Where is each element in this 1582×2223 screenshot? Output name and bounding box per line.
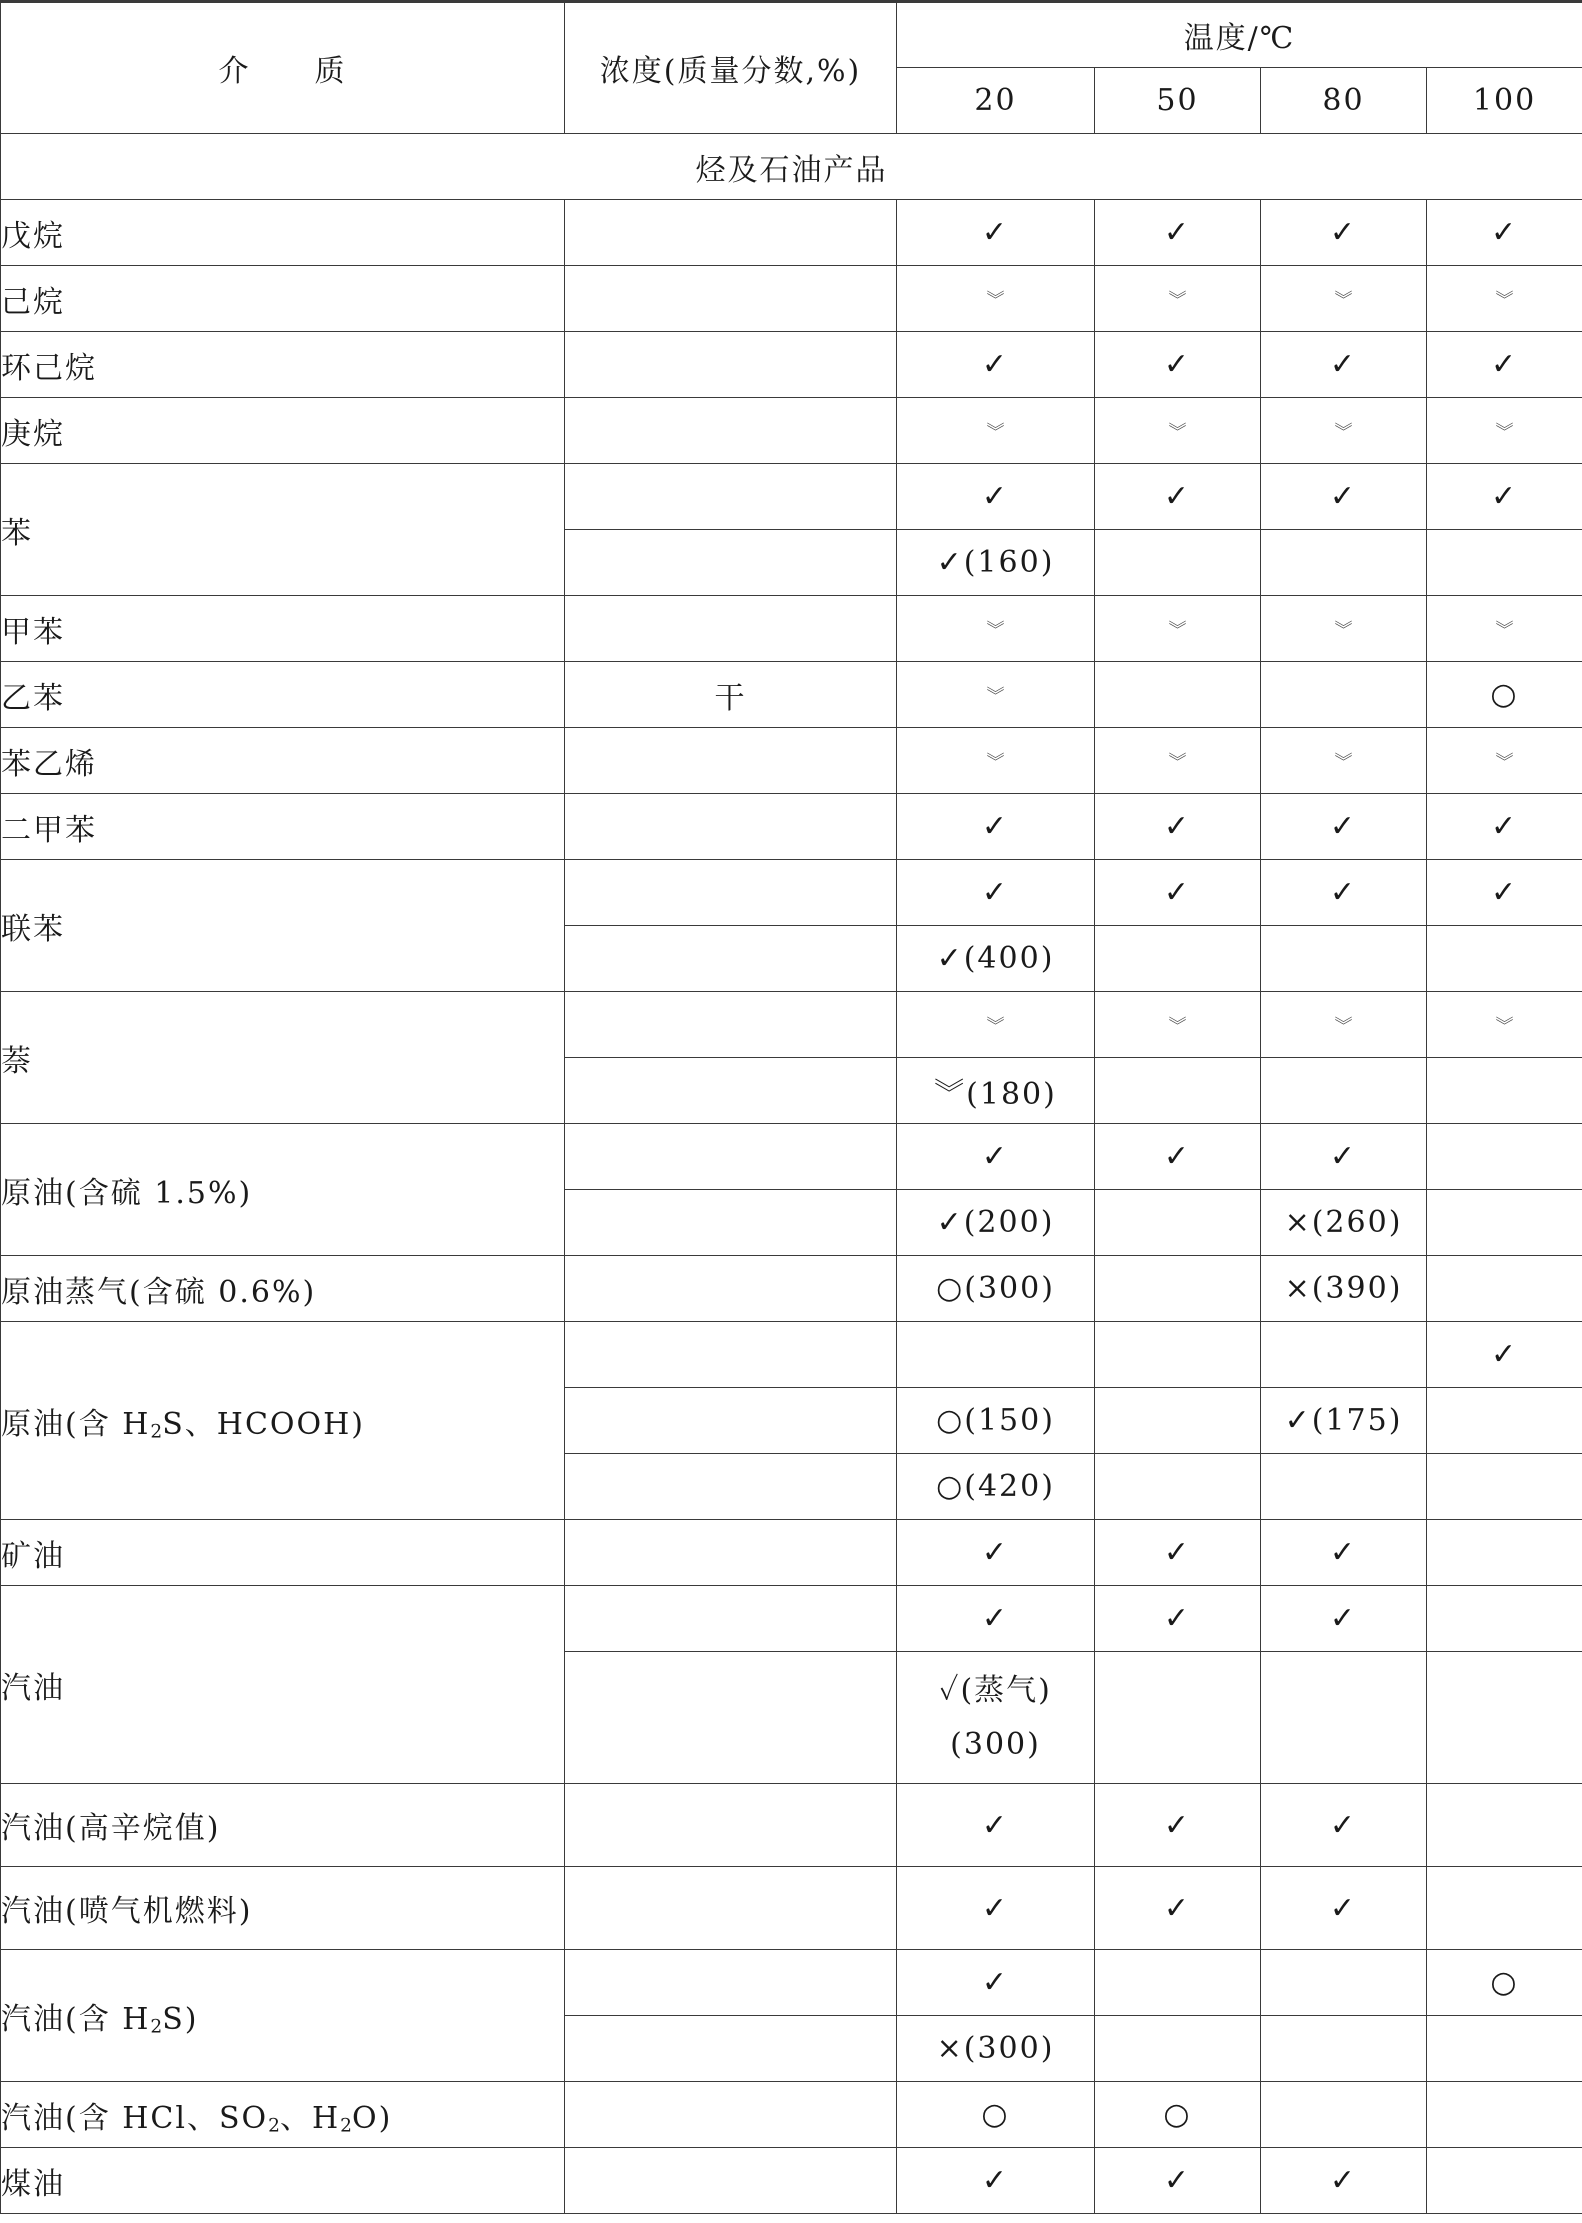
rating-cell: ︾ xyxy=(1261,728,1427,794)
medium-name: 原油(含硫 1.5%) xyxy=(1,1124,565,1256)
rating-cell: ✓ xyxy=(897,1784,1095,1867)
concentration-cell xyxy=(565,530,897,596)
medium-name-part: S、HCOOH) xyxy=(162,1406,365,1442)
medium-name: 煤油 xyxy=(1,2148,565,2214)
rating-cell: ︾ xyxy=(1095,398,1261,464)
table-row xyxy=(1,794,1582,860)
concentration-cell xyxy=(565,2082,897,2148)
rating-cell: ×(300) xyxy=(897,2016,1095,2082)
rating-cell: ✓ xyxy=(897,1586,1095,1652)
rating-cell: ○(420) xyxy=(897,1454,1095,1520)
rating-cell xyxy=(1427,1058,1582,1124)
header-medium: 介 质 xyxy=(1,2,565,134)
rating-cell xyxy=(1427,1454,1582,1520)
rating-cell: ✓ xyxy=(1261,1124,1427,1190)
rating-cell xyxy=(897,1652,1095,1784)
rating-cell: ✓ xyxy=(1095,332,1261,398)
rating-cell: ︾(180) xyxy=(897,1058,1095,1124)
table-row xyxy=(1,266,1582,332)
rating-cell: ✓ xyxy=(897,1124,1095,1190)
rating-cell xyxy=(1427,1190,1582,1256)
rating-line: ✓(蒸气) xyxy=(939,1672,1052,1708)
table-row xyxy=(1,2082,1582,2148)
medium-name xyxy=(1,1322,565,1520)
rating-cell xyxy=(1261,2082,1427,2148)
rating-cell: ○(300) xyxy=(897,1256,1095,1322)
rating-cell xyxy=(1427,926,1582,992)
rating-cell xyxy=(1261,662,1427,728)
rating-cell: ✓ xyxy=(1427,1322,1582,1388)
rating-cell xyxy=(1261,1652,1427,1784)
rating-cell xyxy=(1427,1520,1582,1586)
rating-cell: ✓ xyxy=(897,1950,1095,2016)
concentration-cell xyxy=(565,860,897,926)
table-row xyxy=(1,1124,1582,1190)
rating-cell: ○ xyxy=(1095,2082,1261,2148)
rating-cell: ︾ xyxy=(897,596,1095,662)
rating-cell: ︾ xyxy=(1095,728,1261,794)
rating-cell: ︾ xyxy=(897,728,1095,794)
header-temp-100: 100 xyxy=(1427,68,1582,134)
medium-name: 原油蒸气(含硫 0.6%) xyxy=(1,1256,565,1322)
table-row xyxy=(1,728,1582,794)
medium-name: 苯 xyxy=(1,464,565,596)
rating-cell: ✓ xyxy=(897,1520,1095,1586)
medium-name-part: 汽油(含 HCl、SO xyxy=(1,2100,269,2136)
rating-cell xyxy=(1095,1322,1261,1388)
rating-cell: ✓ xyxy=(1261,1784,1427,1867)
rating-cell xyxy=(1427,1784,1582,1867)
concentration-cell xyxy=(565,1784,897,1867)
rating-cell xyxy=(1427,1388,1582,1454)
rating-cell: ︾ xyxy=(1427,398,1582,464)
medium-name: 萘 xyxy=(1,992,565,1124)
rating-cell xyxy=(1261,1950,1427,2016)
subscript: 2 xyxy=(150,2015,163,2037)
rating-cell: ✓ xyxy=(1261,794,1427,860)
medium-name xyxy=(1,1950,565,2082)
rating-cell xyxy=(1261,530,1427,596)
rating-cell: ✓ xyxy=(1095,1586,1261,1652)
rating-cell: ︾ xyxy=(1427,992,1582,1058)
rating-cell: ✓ xyxy=(1095,1867,1261,1950)
medium-name: 苯乙烯 xyxy=(1,728,565,794)
rating-cell: ︾ xyxy=(897,662,1095,728)
rating-cell: ✓ xyxy=(1095,2148,1261,2214)
rating-cell: ✓ xyxy=(1095,794,1261,860)
rating-cell xyxy=(1427,1256,1582,1322)
rating-cell: ✓ xyxy=(897,200,1095,266)
table-row xyxy=(1,398,1582,464)
rating-cell: ︾ xyxy=(1427,728,1582,794)
rating-cell: ✓ xyxy=(1261,1867,1427,1950)
medium-name-part: 汽油(含 H xyxy=(1,2001,151,2037)
table-row xyxy=(1,662,1582,728)
rating-cell: ✓ xyxy=(1261,860,1427,926)
header-temp-20: 20 xyxy=(897,68,1095,134)
rating-cell: ✓ xyxy=(1261,1520,1427,1586)
rating-cell xyxy=(1095,662,1261,728)
table-row xyxy=(1,464,1582,530)
medium-name: 乙苯 xyxy=(1,662,565,728)
rating-cell: ✓ xyxy=(1427,464,1582,530)
header-concentration: 浓度(质量分数,%) xyxy=(565,2,897,134)
rating-cell: ︾ xyxy=(1261,992,1427,1058)
concentration-cell xyxy=(565,2148,897,2214)
concentration-cell xyxy=(565,1124,897,1190)
medium-name: 矿油 xyxy=(1,1520,565,1586)
table-row xyxy=(1,2148,1582,2214)
rating-cell: ×(390) xyxy=(1261,1256,1427,1322)
rating-cell xyxy=(1427,1652,1582,1784)
concentration-cell xyxy=(565,200,897,266)
medium-name: 汽油(喷气机燃料) xyxy=(1,1867,565,1950)
table-row xyxy=(1,1950,1582,2016)
rating-cell xyxy=(1095,1454,1261,1520)
concentration-cell xyxy=(565,398,897,464)
rating-cell xyxy=(1261,2016,1427,2082)
rating-cell: ○(150) xyxy=(897,1388,1095,1454)
rating-cell: ✓ xyxy=(897,2148,1095,2214)
rating-cell xyxy=(1095,926,1261,992)
header-temperature: 温度/℃ xyxy=(897,2,1582,68)
rating-cell: ✓(175) xyxy=(1261,1388,1427,1454)
concentration-cell xyxy=(565,1454,897,1520)
rating-cell: ︾ xyxy=(897,398,1095,464)
rating-cell: ×(260) xyxy=(1261,1190,1427,1256)
rating-cell: ○ xyxy=(1427,1950,1582,2016)
rating-cell xyxy=(1095,1388,1261,1454)
rating-cell: ✓ xyxy=(1261,464,1427,530)
table-row xyxy=(1,332,1582,398)
medium-name: 己烷 xyxy=(1,266,565,332)
rating-cell: ︾ xyxy=(897,992,1095,1058)
rating-cell xyxy=(1427,1586,1582,1652)
rating-cell xyxy=(1261,1322,1427,1388)
medium-name: 汽油(高辛烷值) xyxy=(1,1784,565,1867)
table-row xyxy=(1,1322,1582,1388)
rating-cell xyxy=(1427,2082,1582,2148)
medium-name: 环己烷 xyxy=(1,332,565,398)
rating-cell xyxy=(1261,1058,1427,1124)
concentration-cell: 干 xyxy=(565,662,897,728)
concentration-cell xyxy=(565,728,897,794)
rating-cell: ︾ xyxy=(897,266,1095,332)
rating-cell xyxy=(1427,2016,1582,2082)
concentration-cell xyxy=(565,926,897,992)
concentration-cell xyxy=(565,464,897,530)
table-row xyxy=(1,1256,1582,1322)
rating-cell: ✓ xyxy=(1427,860,1582,926)
rating-cell xyxy=(1095,1652,1261,1784)
rating-cell: ✓ xyxy=(1261,200,1427,266)
table-row xyxy=(1,200,1582,266)
table-row xyxy=(1,992,1582,1058)
medium-name: 戊烷 xyxy=(1,200,565,266)
medium-name-part: O) xyxy=(351,2100,393,2136)
medium-name: 甲苯 xyxy=(1,596,565,662)
rating-cell: ✓ xyxy=(1427,200,1582,266)
subscript: 2 xyxy=(268,2114,280,2136)
rating-cell: ︾ xyxy=(1261,596,1427,662)
medium-name-part: 原油(含 H xyxy=(1,1406,151,1442)
rating-cell xyxy=(1427,2148,1582,2214)
concentration-cell xyxy=(565,1190,897,1256)
rating-cell xyxy=(1427,1124,1582,1190)
rating-cell: ○ xyxy=(897,2082,1095,2148)
medium-name: 庚烷 xyxy=(1,398,565,464)
rating-cell: ✓ xyxy=(897,464,1095,530)
table-row xyxy=(1,1867,1582,1950)
concentration-cell xyxy=(565,2016,897,2082)
rating-cell: ✓(400) xyxy=(897,926,1095,992)
rating-cell: ︾ xyxy=(1427,266,1582,332)
table-row xyxy=(1,860,1582,926)
rating-cell: ○ xyxy=(1427,662,1582,728)
rating-cell xyxy=(1095,1190,1261,1256)
rating-cell: ✓ xyxy=(1095,464,1261,530)
section-title: 烃及石油产品 xyxy=(1,134,1582,200)
rating-cell: ︾ xyxy=(1095,266,1261,332)
concentration-cell xyxy=(565,1388,897,1454)
rating-cell: ︾ xyxy=(1261,398,1427,464)
concentration-cell xyxy=(565,596,897,662)
rating-cell xyxy=(1427,1867,1582,1950)
rating-cell: ︾ xyxy=(1427,596,1582,662)
rating-cell: ✓ xyxy=(1095,860,1261,926)
rating-cell xyxy=(1095,2016,1261,2082)
rating-cell xyxy=(1261,926,1427,992)
rating-cell: ✓(160) xyxy=(897,530,1095,596)
rating-cell: ✓ xyxy=(1261,1586,1427,1652)
rating-cell xyxy=(1427,530,1582,596)
concentration-cell xyxy=(565,266,897,332)
rating-cell: ✓ xyxy=(1095,1124,1261,1190)
rating-line: (300) xyxy=(950,1726,1041,1762)
table-row xyxy=(1,1586,1582,1652)
rating-cell: ✓ xyxy=(1095,1784,1261,1867)
rating-cell: ︾ xyxy=(1095,596,1261,662)
rating-cell: ✓ xyxy=(897,1867,1095,1950)
concentration-cell xyxy=(565,1867,897,1950)
rating-cell: ✓ xyxy=(897,794,1095,860)
concentration-cell xyxy=(565,992,897,1058)
concentration-cell xyxy=(565,794,897,860)
medium-name xyxy=(1,2082,565,2148)
rating-cell xyxy=(897,1322,1095,1388)
concentration-cell xyxy=(565,1586,897,1652)
header-temp-80: 80 xyxy=(1261,68,1427,134)
concentration-cell xyxy=(565,1256,897,1322)
rating-cell xyxy=(1261,1454,1427,1520)
medium-name: 联苯 xyxy=(1,860,565,992)
rating-cell xyxy=(1095,1256,1261,1322)
rating-cell: ︾ xyxy=(1095,992,1261,1058)
rating-cell: ✓ xyxy=(897,332,1095,398)
table-row xyxy=(1,1520,1582,1586)
concentration-cell xyxy=(565,1652,897,1784)
concentration-cell xyxy=(565,332,897,398)
header-temp-50: 50 xyxy=(1095,68,1261,134)
concentration-cell xyxy=(565,1322,897,1388)
rating-cell: ✓ xyxy=(1261,332,1427,398)
rating-cell: ✓(200) xyxy=(897,1190,1095,1256)
rating-cell xyxy=(1095,1950,1261,2016)
medium-name: 汽油 xyxy=(1,1586,565,1784)
medium-name-part: 、H xyxy=(279,2100,341,2136)
rating-cell: ✓ xyxy=(1427,794,1582,860)
concentration-cell xyxy=(565,1520,897,1586)
rating-cell xyxy=(1095,530,1261,596)
rating-cell: ✓ xyxy=(1261,2148,1427,2214)
concentration-cell xyxy=(565,1058,897,1124)
concentration-cell xyxy=(565,1950,897,2016)
medium-name: 二甲苯 xyxy=(1,794,565,860)
table-row xyxy=(1,1784,1582,1867)
rating-cell xyxy=(1095,1058,1261,1124)
rating-cell: ︾ xyxy=(1261,266,1427,332)
rating-cell: ✓ xyxy=(1095,200,1261,266)
medium-name-part: S) xyxy=(162,2001,199,2037)
table-row xyxy=(1,596,1582,662)
subscript: 2 xyxy=(150,1420,163,1442)
subscript: 2 xyxy=(340,2114,352,2136)
rating-cell: ✓ xyxy=(1095,1520,1261,1586)
rating-cell: ✓ xyxy=(897,860,1095,926)
rating-cell: ✓ xyxy=(1427,332,1582,398)
